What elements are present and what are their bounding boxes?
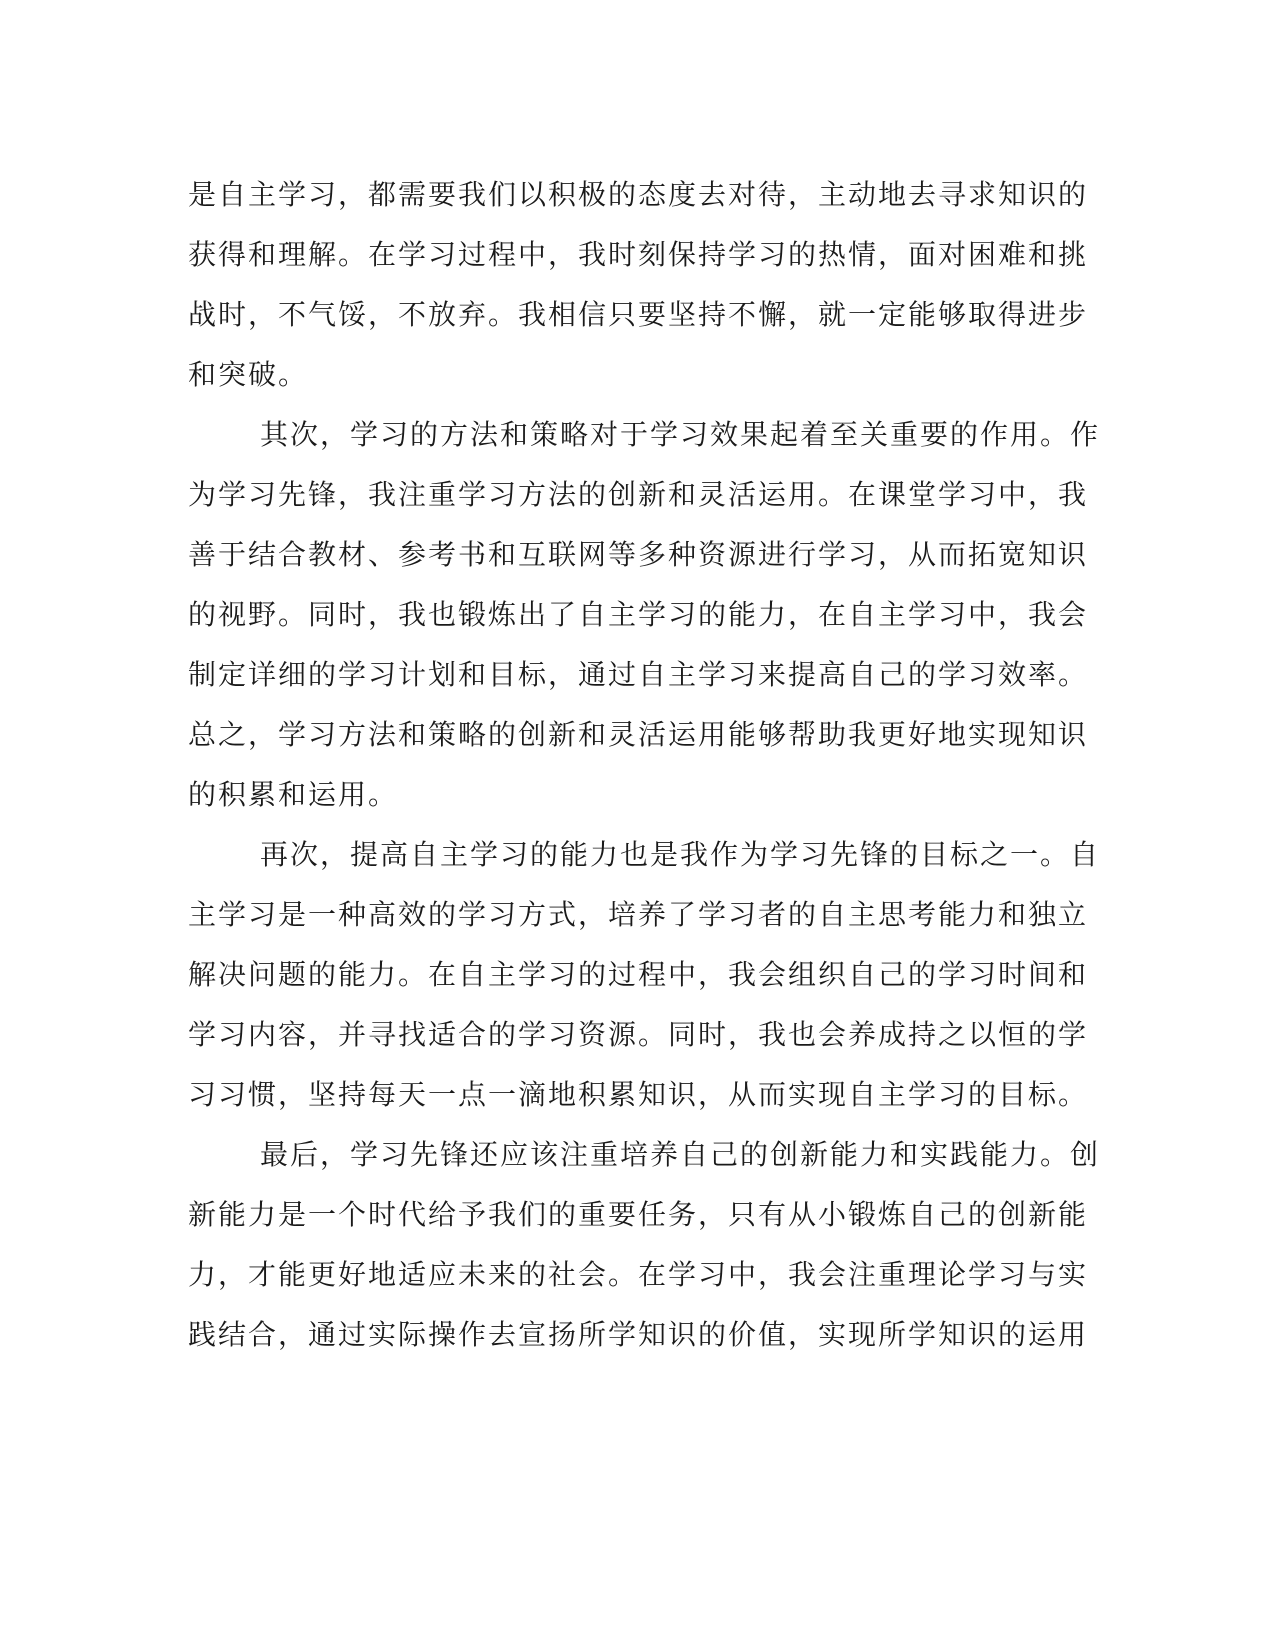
text-line: 是自主学习，都需要我们以积极的态度去对待，主动地去寻求知识的 [188, 178, 1089, 211]
text-line: 总之，学习方法和策略的创新和灵活运用能够帮助我更好地实现知识 [188, 718, 1089, 751]
text-line: 习习惯，坚持每天一点一滴地积累知识，从而实现自主学习的目标。 [188, 1078, 1089, 1111]
text-line: 新能力是一个时代给予我们的重要任务，只有从小锻炼自己的创新能 [188, 1198, 1089, 1231]
text-line: 的积累和运用。 [188, 778, 399, 811]
paragraph-first-line: 其次，学习的方法和策略对于学习效果起着至关重要的作用。作 [260, 418, 1101, 451]
text-line: 为学习先锋，我注重学习方法的创新和灵活运用。在课堂学习中，我 [188, 478, 1089, 511]
text-line: 制定详细的学习计划和目标，通过自主学习来提高自己的学习效率。 [188, 658, 1089, 691]
document-body [188, 165, 1101, 1365]
text-line: 力，才能更好地适应未来的社会。在学习中，我会注重理论学习与实 [188, 1258, 1089, 1291]
text-line: 学习内容，并寻找适合的学习资源。同时，我也会养成持之以恒的学 [188, 1018, 1089, 1051]
text-line: 主学习是一种高效的学习方式，培养了学习者的自主思考能力和独立 [188, 898, 1089, 931]
text-line: 善于结合教材、参考书和互联网等多种资源进行学习，从而拓宽知识 [188, 538, 1089, 571]
text-line: 践结合，通过实际操作去宣扬所学知识的价值，实现所学知识的运用 [188, 1318, 1089, 1351]
paragraph-first-line: 最后，学习先锋还应该注重培养自己的创新能力和实践能力。创 [260, 1138, 1101, 1171]
text-line: 和突破。 [188, 358, 309, 391]
text-line: 战时，不气馁，不放弃。我相信只要坚持不懈，就一定能够取得进步 [188, 298, 1089, 331]
text-line: 获得和理解。在学习过程中，我时刻保持学习的热情，面对困难和挑 [188, 238, 1089, 271]
paragraph-first-line: 再次，提高自主学习的能力也是我作为学习先锋的目标之一。自 [260, 838, 1101, 871]
text-line: 的视野。同时，我也锻炼出了自主学习的能力，在自主学习中，我会 [188, 598, 1089, 631]
text-line: 解决问题的能力。在自主学习的过程中，我会组织自己的学习时间和 [188, 958, 1089, 991]
